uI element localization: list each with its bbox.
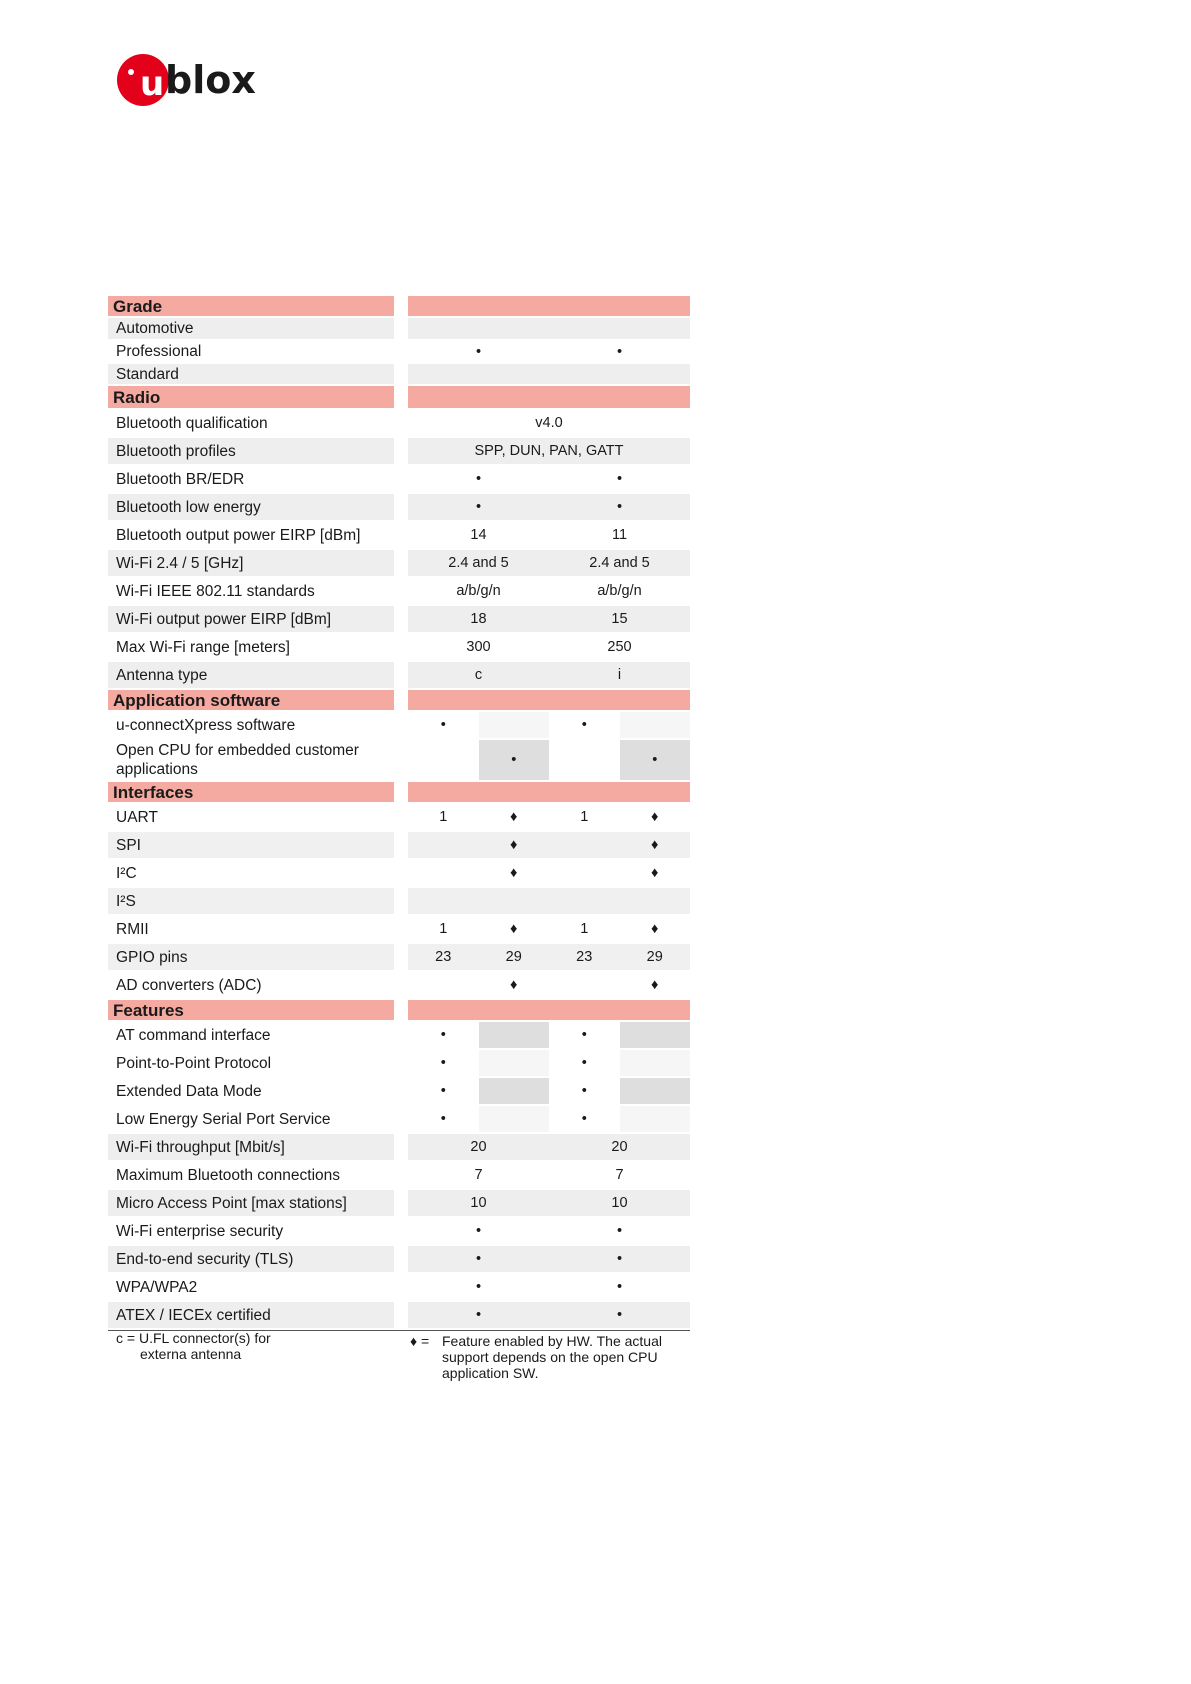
table-row — [108, 804, 690, 832]
row-label: Standard — [108, 364, 394, 384]
section-band — [408, 690, 690, 710]
cell-value: • — [616, 343, 623, 360]
row-values — [408, 522, 690, 548]
section-header — [108, 296, 690, 318]
cell-value — [479, 1106, 550, 1132]
footnote-diamond-line1: Feature enabled by HW. The actual — [442, 1333, 662, 1349]
cell-value — [549, 740, 620, 780]
row-values — [408, 832, 690, 858]
cell-value — [479, 712, 550, 738]
cell-value: ♦ — [651, 809, 659, 825]
ublox-logo — [116, 50, 266, 110]
cell-value: 250 — [607, 639, 632, 655]
cell-value: • — [581, 717, 587, 733]
row-values — [408, 578, 690, 604]
row-label: Bluetooth profiles — [108, 438, 394, 464]
cell-value: • — [620, 740, 691, 780]
table-row — [108, 522, 690, 550]
row-label: Bluetooth output power EIRP [dBm] — [116, 526, 361, 544]
cell-value: ♦ — [651, 865, 659, 881]
row-label: GPIO pins — [108, 944, 394, 970]
cell-value — [408, 860, 479, 886]
row-label: Antenna type — [108, 662, 394, 688]
row-values — [408, 364, 690, 384]
cell-value: ♦ — [510, 977, 518, 993]
row-values — [408, 466, 690, 492]
cell-value: 18 — [470, 611, 487, 627]
footnote-diamond-line3: application SW. — [442, 1365, 539, 1381]
row-values — [408, 1218, 690, 1244]
section-header — [108, 1000, 690, 1022]
row-label: Professional — [116, 343, 202, 360]
cell-value: 7 — [474, 1167, 483, 1183]
cell-value — [479, 1078, 550, 1104]
table-row — [108, 832, 690, 860]
row-label: Automotive — [108, 318, 394, 339]
cell-value — [479, 888, 550, 914]
cell-value: 300 — [466, 639, 491, 655]
cell-value: • — [581, 1027, 587, 1043]
cell-value: 1 — [439, 921, 448, 937]
cell-value: 29 — [479, 944, 550, 970]
cell-value: 20 — [611, 1139, 628, 1155]
section-band — [408, 1000, 690, 1020]
cell-value: 7 — [615, 1167, 624, 1183]
cell-value — [479, 1050, 550, 1076]
row-label: Extended Data Mode — [116, 1082, 262, 1100]
cell-value: • — [475, 471, 482, 487]
cell-value — [620, 1050, 691, 1076]
table-row — [108, 740, 690, 782]
row-values — [408, 1190, 690, 1216]
row-label: Bluetooth qualification — [116, 414, 268, 432]
cell-value: • — [475, 343, 482, 360]
table-row — [108, 888, 690, 916]
svg-text:u: u — [140, 64, 165, 104]
row-values — [408, 712, 690, 738]
row-values — [408, 916, 690, 942]
cell-value: 23 — [408, 944, 479, 970]
row-values — [408, 860, 690, 886]
row-label: AD converters (ADC) — [116, 976, 262, 994]
row-label: Wi-Fi IEEE 802.11 standards — [116, 582, 315, 600]
table-row — [108, 1218, 690, 1246]
cell-value — [549, 832, 620, 858]
row-values — [408, 1274, 690, 1300]
row-label: Maximum Bluetooth connections — [116, 1166, 341, 1184]
cell-value — [620, 712, 691, 738]
table-row — [108, 606, 690, 634]
cell-value: ♦ — [651, 921, 659, 937]
cell-value: • — [475, 1223, 482, 1239]
cell-value: • — [440, 1111, 446, 1127]
cell-value: ♦ — [479, 832, 550, 858]
section-band — [408, 296, 690, 316]
row-values — [408, 1246, 690, 1272]
table-row — [108, 1274, 690, 1302]
cell-value — [408, 888, 479, 914]
row-label: SPI — [108, 832, 394, 858]
cell-value: • — [475, 1251, 482, 1267]
cell-value: • — [475, 499, 482, 515]
cell-value — [408, 832, 479, 858]
cell-value — [620, 1022, 691, 1048]
cell-value: • — [440, 717, 446, 733]
row-label: Low Energy Serial Port Service — [116, 1110, 331, 1128]
table-row — [108, 1246, 690, 1274]
row-label: AT command interface — [116, 1026, 271, 1044]
cell-value: • — [475, 1279, 482, 1295]
row-values — [408, 550, 690, 576]
footnote-diamond-line2: support depends on the open CPU — [442, 1349, 658, 1365]
row-label: Point-to-Point Protocol — [116, 1054, 272, 1072]
table-row — [108, 550, 690, 578]
row-label: End-to-end security (TLS) — [108, 1246, 394, 1272]
section-band — [408, 386, 690, 408]
table-row — [108, 634, 690, 662]
cell-value — [620, 1078, 691, 1104]
cell-value — [620, 888, 691, 914]
table-row — [108, 1134, 690, 1162]
cell-value: 10 — [611, 1195, 628, 1211]
svg-text:blox: blox — [165, 58, 256, 102]
cell-value: • — [581, 1055, 587, 1071]
cell-value: a/b/g/n — [456, 583, 501, 599]
row-label: I²C — [116, 864, 137, 882]
table-row — [108, 712, 690, 740]
row-values — [408, 804, 690, 830]
table-row — [108, 1078, 690, 1106]
row-label: Bluetooth low energy — [108, 494, 394, 520]
row-values — [408, 410, 690, 436]
row-label: Wi-Fi enterprise security — [116, 1222, 284, 1240]
cell-value: SPP, DUN, PAN, GATT — [474, 443, 624, 459]
row-label: RMII — [116, 920, 149, 938]
cell-value: • — [616, 1279, 623, 1295]
table-row — [108, 578, 690, 606]
cell-value: 14 — [470, 527, 487, 543]
row-values — [408, 662, 690, 688]
table-row — [108, 916, 690, 944]
row-values — [408, 341, 690, 362]
table-row — [108, 1106, 690, 1134]
row-values — [408, 606, 690, 632]
cell-value: ♦ — [620, 832, 691, 858]
cell-value: 23 — [549, 944, 620, 970]
row-values — [408, 1302, 690, 1328]
cell-value: ♦ — [510, 809, 518, 825]
cell-value: 1 — [580, 921, 589, 937]
table-row — [108, 364, 690, 386]
table-row — [108, 1022, 690, 1050]
footnote-diamond-symbol: ♦ = — [410, 1333, 430, 1349]
row-label: UART — [116, 808, 158, 826]
cell-value — [408, 972, 479, 998]
cell-value: ♦ — [651, 977, 659, 993]
row-label: Wi-Fi 2.4 / 5 [GHz] — [108, 550, 394, 576]
table-row — [108, 1162, 690, 1190]
section-header — [108, 782, 690, 804]
section-title: Application software — [108, 690, 394, 710]
section-title: Features — [108, 1000, 394, 1020]
cell-value: 11 — [611, 527, 628, 543]
cell-value: ♦ — [510, 865, 518, 881]
table-row — [108, 1302, 690, 1330]
cell-value: 20 — [470, 1139, 487, 1155]
cell-value: v4.0 — [535, 415, 563, 431]
row-label: WPA/WPA2 — [116, 1278, 198, 1296]
cell-value: c — [474, 667, 483, 683]
cell-value: 10 — [470, 1195, 487, 1211]
row-values — [408, 318, 690, 339]
row-label: ATEX / IECEx certified — [108, 1302, 394, 1328]
section-title: Radio — [108, 386, 394, 408]
row-values — [408, 1050, 690, 1076]
cell-value: • — [616, 499, 623, 515]
row-label: Wi-Fi throughput [Mbit/s] — [108, 1134, 394, 1160]
section-header — [108, 690, 690, 712]
row-label: Bluetooth BR/EDR — [116, 470, 245, 488]
cell-value — [408, 740, 479, 780]
row-label: Open CPU for embedded customer applications — [116, 742, 359, 778]
footnote-antenna-line1: c = U.FL connector(s) for — [116, 1330, 271, 1346]
table-row — [108, 1190, 690, 1218]
table-row — [108, 662, 690, 690]
table-row — [108, 318, 690, 341]
cell-value: • — [475, 1307, 482, 1323]
cell-value — [479, 1022, 550, 1048]
cell-value — [408, 318, 690, 339]
cell-value: a/b/g/n — [597, 583, 642, 599]
cell-value: 2.4 and 5 — [589, 555, 650, 571]
footnote-diamond — [410, 1333, 662, 1381]
cell-value — [408, 364, 690, 384]
cell-value — [549, 888, 620, 914]
row-values — [408, 1078, 690, 1104]
table-row — [108, 438, 690, 466]
cell-value: 2.4 and 5 — [448, 555, 509, 571]
section-title: Interfaces — [108, 782, 394, 802]
footnote-antenna — [116, 1330, 271, 1362]
row-values — [408, 1106, 690, 1132]
cell-value: • — [616, 1223, 623, 1239]
table-row — [108, 1050, 690, 1078]
cell-value: 1 — [439, 809, 448, 825]
table-row — [108, 341, 690, 364]
cell-value: 1 — [580, 809, 589, 825]
table-row — [108, 860, 690, 888]
row-values — [408, 438, 690, 464]
cell-value: • — [440, 1055, 446, 1071]
cell-value: • — [479, 740, 550, 780]
cell-value: 29 — [620, 944, 691, 970]
cell-value: 15 — [611, 611, 628, 627]
table-row — [108, 466, 690, 494]
row-values — [408, 1134, 690, 1160]
section-header — [108, 386, 690, 410]
row-values — [408, 944, 690, 970]
cell-value — [620, 1106, 691, 1132]
cell-value: ♦ — [510, 921, 518, 937]
row-values — [408, 634, 690, 660]
footnote-antenna-line2: externa antenna — [140, 1346, 242, 1362]
table-row — [108, 944, 690, 972]
row-label: I²S — [108, 888, 394, 914]
cell-value: • — [440, 1027, 446, 1043]
spec-table — [108, 296, 690, 1330]
row-label: Max Wi-Fi range [meters] — [116, 638, 290, 656]
row-values — [408, 1022, 690, 1048]
cell-value: • — [440, 1083, 446, 1099]
row-values — [408, 972, 690, 998]
section-title: Grade — [108, 296, 394, 316]
row-label: Wi-Fi output power EIRP [dBm] — [108, 606, 394, 632]
table-row — [108, 972, 690, 1000]
cell-value: • — [616, 1251, 623, 1267]
table-row — [108, 494, 690, 522]
row-values — [408, 494, 690, 520]
table-row — [108, 410, 690, 438]
cell-value: i — [617, 667, 622, 683]
cell-value: • — [616, 1307, 623, 1323]
row-values — [408, 1162, 690, 1188]
cell-value: • — [581, 1111, 587, 1127]
row-label: u-connectXpress software — [116, 716, 296, 734]
row-values — [408, 888, 690, 914]
cell-value: • — [581, 1083, 587, 1099]
section-band — [408, 782, 690, 802]
cell-value — [549, 860, 620, 886]
cell-value: • — [616, 471, 623, 487]
cell-value — [549, 972, 620, 998]
row-values — [408, 740, 690, 780]
row-label: Micro Access Point [max stations] — [108, 1190, 394, 1216]
